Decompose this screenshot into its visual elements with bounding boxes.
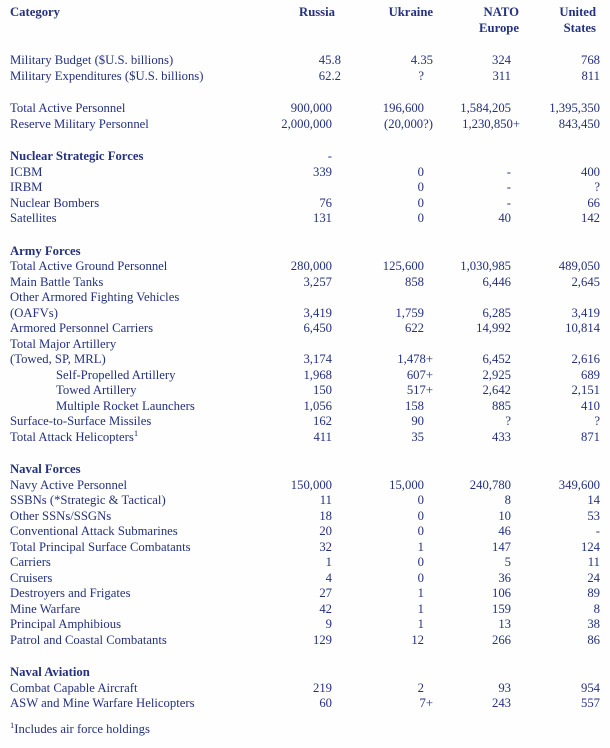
table-row [10,633,602,649]
value-nato-europe: 10 [498,508,511,523]
table-row [10,602,602,618]
value-nato-europe: ? [505,414,511,428]
value-russia: 6,450 [303,321,332,335]
value-nato-europe: 6,446 [482,274,511,289]
value-ukraine: 12 [411,632,424,647]
row-label: Satellites [10,211,57,225]
row-label: Military Budget ($U.S. billions) [10,53,174,67]
value-russia: 1,056 [303,398,332,413]
footnote-text: Includes air force holdings [14,721,150,736]
value-ukraine: 0 [417,195,424,210]
value-russia: - [327,149,332,163]
spacer-row [10,445,602,462]
value-united-states: 489,050 [558,259,600,273]
row-label: Reserve Military Personnel [10,116,149,131]
table-row [10,509,602,525]
table-row [10,259,602,275]
value-ukraine [332,462,424,478]
value-russia: 280,000 [290,259,332,273]
value-russia: 3,174 [303,352,332,366]
table-row [10,117,602,133]
value-nato-europe [424,290,511,306]
table-row [10,53,602,69]
value-united-states: 89 [587,586,600,600]
value-nato-europe: 2,925 [482,367,511,382]
value-ukraine: 0 [417,555,424,569]
row-label: SSBNs (*Strategic & Tactical) [10,493,166,507]
value-united-states: 843,450 [558,116,600,131]
value-russia: 2,000,000 [281,116,332,131]
value-nato-europe [424,337,511,353]
value-united-states: 1,395,350 [549,101,600,115]
value-ukraine: 90 [411,414,424,428]
row-label: Towed Artillery [56,383,137,397]
value-ukraine: 2 [417,680,424,695]
table-row [10,306,602,322]
value-ukraine: 1 [417,601,424,616]
table-row [10,540,602,556]
value-nato-europe: 147 [491,539,511,554]
table-row [10,478,602,494]
value-russia: 4 [325,570,332,585]
row-label: (Towed, SP, MRL) [10,352,106,366]
value-nato-europe: 93 [498,680,511,695]
force-table-body [10,53,602,712]
value-ukraine: 0 [417,164,424,179]
value-united-states: 349,600 [558,477,600,492]
value-nato-europe: 1,584,205 [460,101,511,115]
table-row [10,427,602,446]
table-row [10,462,602,478]
row-label: Total Attack Helicopters$^1$ [10,427,139,444]
row-label: Main Battle Tanks [10,274,104,289]
value-united-states: 38 [587,617,600,631]
table-row [10,149,602,165]
table-row [10,69,602,85]
table-row [10,493,602,509]
row-label: Combat Capable Aircraft [10,680,138,695]
table-row [10,196,602,212]
value-united-states [511,290,600,306]
table-row [10,244,602,260]
table-row [10,571,602,587]
column-header-russia: Russia [299,5,335,19]
value-ukraine: 1,478+ [397,352,433,366]
spacer-row [10,227,602,244]
value-nato-europe: 36 [498,570,511,585]
footnote [10,719,602,738]
row-label: Other Armored Fighting Vehicles [10,290,180,304]
column-header-category: Category [10,5,61,19]
row-label: Nuclear Bombers [10,195,100,210]
value-nato-europe: 311 [492,68,511,83]
value-united-states: ? [594,414,600,428]
value-russia: 3,419 [303,305,332,320]
value-united-states: - [595,524,600,538]
value-ukraine [332,149,424,165]
row-label: IRBM [10,180,43,194]
value-nato-europe: 885 [491,398,511,413]
value-russia: 27 [319,586,332,600]
row-label: Military Expenditures ($U.S. billions) [10,68,204,83]
value-ukraine: 196,600 [382,101,424,115]
value-united-states: 3,419 [571,305,600,320]
column-header-us-line1: United [559,5,596,19]
value-russia: 150,000 [290,477,332,492]
value-united-states: 2,616 [571,352,600,366]
value-nato-europe: 46 [498,524,511,538]
table-row [10,180,602,196]
row-label: Surface-to-Surface Missiles [10,414,152,428]
value-russia [265,180,332,196]
value-russia: 11 [319,493,332,507]
row-label: Self-Propelled Artillery [56,367,176,382]
value-ukraine: (20,000?) [384,116,433,131]
value-ukraine: 1 [417,617,424,631]
value-russia: 62.2 [318,68,341,83]
table-row [10,665,602,681]
value-russia: 129 [312,632,332,647]
value-nato-europe: - [506,180,511,194]
value-ukraine: 0 [417,180,424,194]
value-russia: 339 [312,164,332,179]
value-united-states: 689 [580,367,600,382]
row-label: ICBM [10,164,43,179]
value-nato-europe: 6,452 [482,352,511,366]
value-united-states: 53 [587,508,600,523]
value-united-states: 768 [580,53,600,67]
value-nato-europe [424,462,511,478]
row-label: Mine Warfare [10,601,81,616]
column-header-nato-line1: NATO [483,5,519,19]
table-row [10,414,602,430]
row-label: Patrol and Coastal Combatants [10,632,167,647]
row-label: Naval Aviation [10,665,90,679]
value-ukraine [332,244,424,260]
table-row [10,399,602,415]
value-ukraine: 15,000 [389,477,424,492]
value-united-states: 410 [580,398,600,413]
table-row [10,101,602,117]
column-header-us-line2: States [563,20,596,35]
table-row [10,337,602,353]
value-ukraine [332,337,424,353]
value-nato-europe [424,665,511,681]
value-nato-europe: 6,285 [482,305,511,320]
value-russia: 219 [312,680,332,695]
row-label: Total Active Personnel [10,101,126,115]
value-nato-europe: 266 [491,632,511,647]
value-ukraine: 7+ [419,696,433,710]
value-united-states [511,665,600,681]
value-united-states: 24 [587,570,600,585]
value-nato-europe: 240,780 [469,477,511,492]
value-nato-europe: 40 [498,211,511,225]
row-label: ASW and Mine Warfare Helicopters [10,696,195,710]
value-ukraine: ? [418,68,424,83]
value-russia [265,337,332,353]
value-nato-europe: 433 [491,429,511,444]
spacer-row [10,84,602,101]
row-label: Other SSNs/SSGNs [10,508,112,523]
table-row [10,321,602,337]
value-ukraine: 607+ [406,367,433,382]
value-united-states: 10,814 [565,321,600,335]
row-label: Multiple Rocket Launchers [56,398,195,413]
value-russia: 3,257 [303,274,332,289]
column-header-nato-line2: Europe [479,20,519,35]
value-nato-europe [424,244,511,260]
row-label: Total Principal Surface Combatants [10,539,191,554]
value-russia: 900,000 [290,101,332,115]
value-russia [265,462,332,478]
value-united-states: 557 [580,696,600,710]
row-label: Armored Personnel Carriers [10,321,154,335]
value-nato-europe: 2,642 [482,383,511,397]
table-row [10,524,602,540]
value-ukraine: 622 [404,321,424,335]
value-nato-europe: 1,030,985 [460,259,511,273]
value-united-states: ? [594,180,600,194]
value-russia: 131 [312,211,332,225]
row-label: Army Forces [10,243,81,258]
value-ukraine: 158 [404,398,424,413]
row-label: (OAFVs) [10,305,58,320]
table-row [10,617,602,633]
column-header-nato-europe [432,5,519,36]
table-row [10,290,602,306]
row-label: Destroyers and Frigates [10,586,131,600]
table-row [10,275,602,291]
value-ukraine: 0 [417,211,424,225]
value-russia [265,244,332,260]
value-ukraine: 858 [404,274,424,289]
value-ukraine: 0 [417,524,424,538]
table-row [10,211,602,227]
value-russia [265,665,332,681]
table-row [10,555,602,571]
row-label: Nuclear Strategic Forces [10,149,144,163]
value-nato-europe [424,149,511,165]
value-russia: 411 [313,429,332,444]
value-united-states: 2,151 [571,383,600,397]
value-russia: 20 [319,524,332,538]
column-header-united-states [507,5,596,36]
value-ukraine: 4.35 [410,53,433,67]
value-nato-europe: 159 [491,601,511,616]
value-united-states: 86 [587,632,600,647]
table-row [10,696,602,712]
value-ukraine: 0 [417,508,424,523]
row-label: Carriers [10,555,51,569]
value-ukraine: 1,759 [395,305,424,320]
value-united-states [511,149,600,165]
value-ukraine: 35 [411,429,424,444]
value-russia: 60 [319,696,332,710]
value-russia: 1,968 [303,367,332,382]
table-row [10,586,602,602]
value-russia: 9 [325,617,332,631]
row-label: Cruisers [10,570,53,585]
footnote-marker: 1 [10,719,15,730]
value-nato-europe: 243 [491,696,511,710]
table-row [10,165,602,181]
value-united-states: 400 [580,164,600,179]
table-header-row [10,5,602,36]
row-label: Navy Active Personnel [10,477,127,492]
row-label: Total Major Artillery [10,336,117,351]
column-header-ukraine: Ukraine [388,5,433,19]
table-row [10,681,602,697]
value-ukraine [332,665,424,681]
value-nato-europe: 106 [491,586,511,600]
value-ukraine: 1 [417,586,424,600]
value-nato-europe: 324 [491,53,511,67]
table-row [10,352,602,368]
value-united-states: 142 [580,211,600,225]
value-russia: 32 [319,539,332,554]
value-nato-europe: 1,230,850+ [462,116,520,131]
value-russia: 1 [325,555,332,569]
value-ukraine: 0 [417,493,424,507]
value-russia: 42 [319,601,332,616]
value-united-states: 811 [581,68,600,83]
value-ukraine: 517+ [406,383,433,397]
row-label: Principal Amphibious [10,617,122,631]
row-label: Naval Forces [10,462,81,476]
value-united-states: 11 [587,555,600,569]
value-united-states: 2,645 [571,274,600,289]
value-ukraine: 1 [417,539,424,554]
value-united-states: 871 [580,429,600,444]
table-row [10,368,602,384]
value-russia: 150 [312,383,332,397]
value-united-states: 14 [587,493,600,507]
value-nato-europe: - [506,164,511,179]
footnote-reference: 1 [133,427,139,438]
value-united-states: 954 [580,680,600,695]
value-nato-europe: 14,992 [476,321,511,335]
value-ukraine: 125,600 [382,259,424,273]
spacer-row [10,132,602,149]
value-united-states [511,462,600,478]
value-nato-europe: 13 [498,617,511,631]
value-united-states: 124 [580,539,600,554]
value-russia [265,290,332,306]
value-united-states: 66 [587,195,600,210]
table-row [10,383,602,399]
row-label: Conventional Attack Submarines [10,524,178,538]
value-russia: 45.8 [318,53,341,67]
value-united-states [511,244,600,260]
value-ukraine: 0 [417,570,424,585]
value-ukraine [332,290,424,306]
value-nato-europe: 8 [504,493,511,507]
spacer-row [10,648,602,665]
value-nato-europe: - [506,195,511,210]
value-united-states [511,337,600,353]
value-nato-europe: 5 [504,555,511,569]
value-russia: 18 [319,508,332,523]
value-russia: 162 [312,414,332,428]
row-label: Total Active Ground Personnel [10,259,168,273]
value-russia: 76 [319,195,332,210]
value-united-states: 8 [593,601,600,616]
